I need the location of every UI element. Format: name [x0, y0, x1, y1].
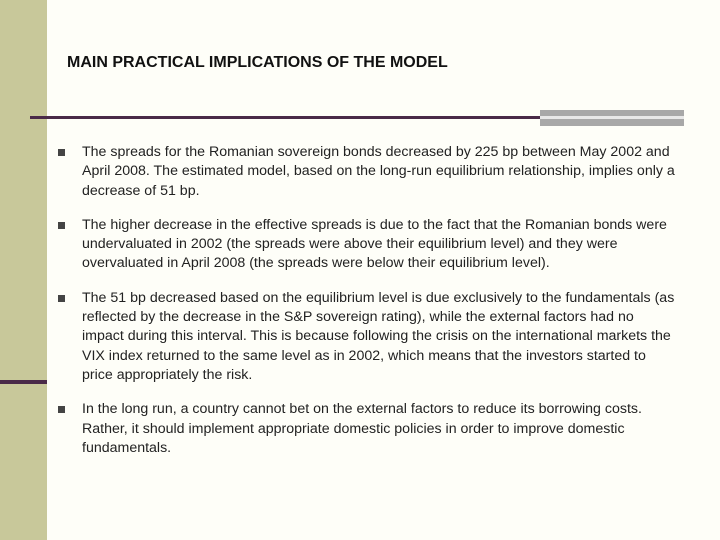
bullet-item	[58, 289, 678, 385]
left-decorative-bar	[0, 0, 47, 540]
title-divider	[30, 116, 540, 119]
bullet-text: The 51 bp decreased based on the equilibrium level is due exclusively to the fundamentals (as reflected by the decrease in the S&P sovereign rating), while the external factors had no impact during this interval. This is because following the crisis on the international markets the VIX index returned to the same level as in 2002, which means that the investors started to price appropriately the risk.	[82, 289, 675, 383]
bullet-list	[58, 143, 678, 473]
bullet-text: The spreads for the Romanian sovereign bonds decreased by 225 bp between May 2002 and April 2008. The estimated model, based on the long-run equilibrium relationship, implies only a decrease of 51 bp.	[82, 144, 675, 199]
square-bullet-icon	[58, 295, 65, 302]
bullet-item	[58, 400, 678, 458]
square-bullet-icon	[58, 222, 65, 229]
square-bullet-icon	[58, 406, 65, 413]
title-divider-accent-line	[540, 116, 684, 119]
left-bar-accent	[0, 380, 47, 384]
bullet-text: In the long run, a country cannot bet on the external factors to reduce its borrowing costs. Rather, it should implement appropriate domestic policies in order to improve domestic fundamentals.	[82, 401, 642, 456]
square-bullet-icon	[58, 149, 65, 156]
bullet-item	[58, 216, 678, 274]
bullet-text: The higher decrease in the effective spreads is due to the fact that the Romanian bonds were undervaluated in 2002 (the spreads were above their equilibrium level) and they were overvaluated in April 2008 (the spreads were below their equilibrium level).	[82, 216, 667, 272]
slide-title: MAIN PRACTICAL IMPLICATIONS OF THE MODEL	[67, 54, 448, 71]
bullet-item	[58, 143, 678, 201]
